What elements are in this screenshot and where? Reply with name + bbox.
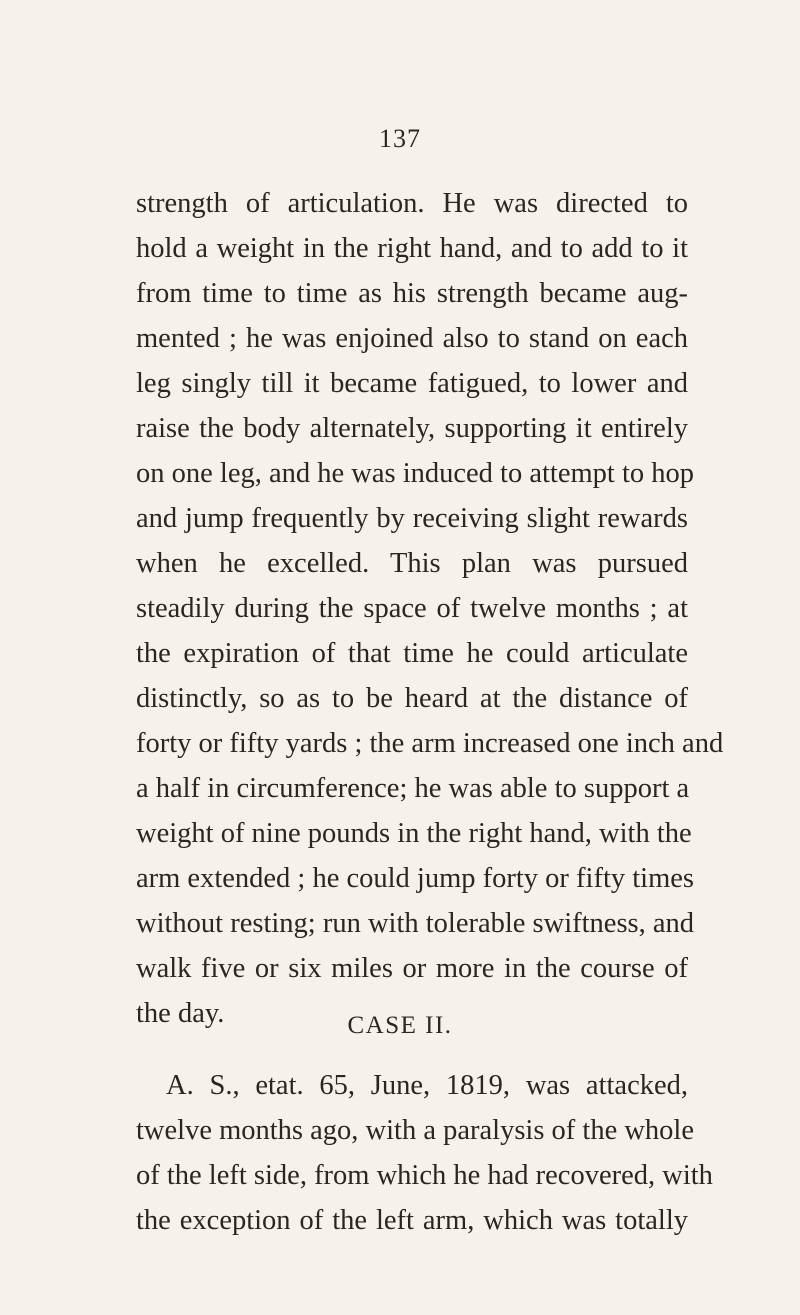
text-line: the day. xyxy=(136,998,225,1029)
text-line: A. S., etat. 65, June, 1819, was attacked, xyxy=(166,1070,688,1101)
text-line: and jump frequently by receiving slight rewards xyxy=(136,503,688,534)
text-line: mented ; he was enjoined also to stand on each xyxy=(136,323,688,354)
text-line: leg singly till it became fatigued, to lower and xyxy=(136,368,688,399)
text-line: forty or fifty yards ; the arm increased one inch and xyxy=(136,728,724,759)
text-line: strength of articulation. He was directed to xyxy=(136,188,688,219)
text-line: of the left side, from which he had recovered, with xyxy=(136,1160,713,1191)
text-line: raise the body alternately, supporting it entirely xyxy=(136,413,688,444)
text-line: a half in circumference; he was able to support a xyxy=(136,773,690,804)
text-line: on one leg, and he was induced to attempt to hop xyxy=(136,458,694,489)
text-line: arm extended ; he could jump forty or fifty times xyxy=(136,863,694,894)
page-number: 137 xyxy=(379,124,421,153)
text-line: the expiration of that time he could articulate xyxy=(136,638,688,669)
text-line: hold a weight in the right hand, and to add to it xyxy=(136,233,688,264)
text-line: distinctly, so as to be heard at the distance of xyxy=(136,683,688,714)
text-line: weight of nine pounds in the right hand, with the xyxy=(136,818,692,849)
text-line: from time to time as his strength became aug- xyxy=(136,278,688,309)
case-heading: CASE II. xyxy=(347,1012,453,1039)
text-line: steadily during the space of twelve months ; at xyxy=(136,593,688,624)
text-line: without resting; run with tolerable swiftness, and xyxy=(136,908,695,939)
text-line: the exception of the left arm, which was totally xyxy=(136,1205,688,1236)
text-line: walk five or six miles or more in the course of xyxy=(136,953,688,984)
text-line: twelve months ago, with a paralysis of the whole xyxy=(136,1115,695,1146)
text-line: when he excelled. This plan was pursued xyxy=(136,548,688,579)
